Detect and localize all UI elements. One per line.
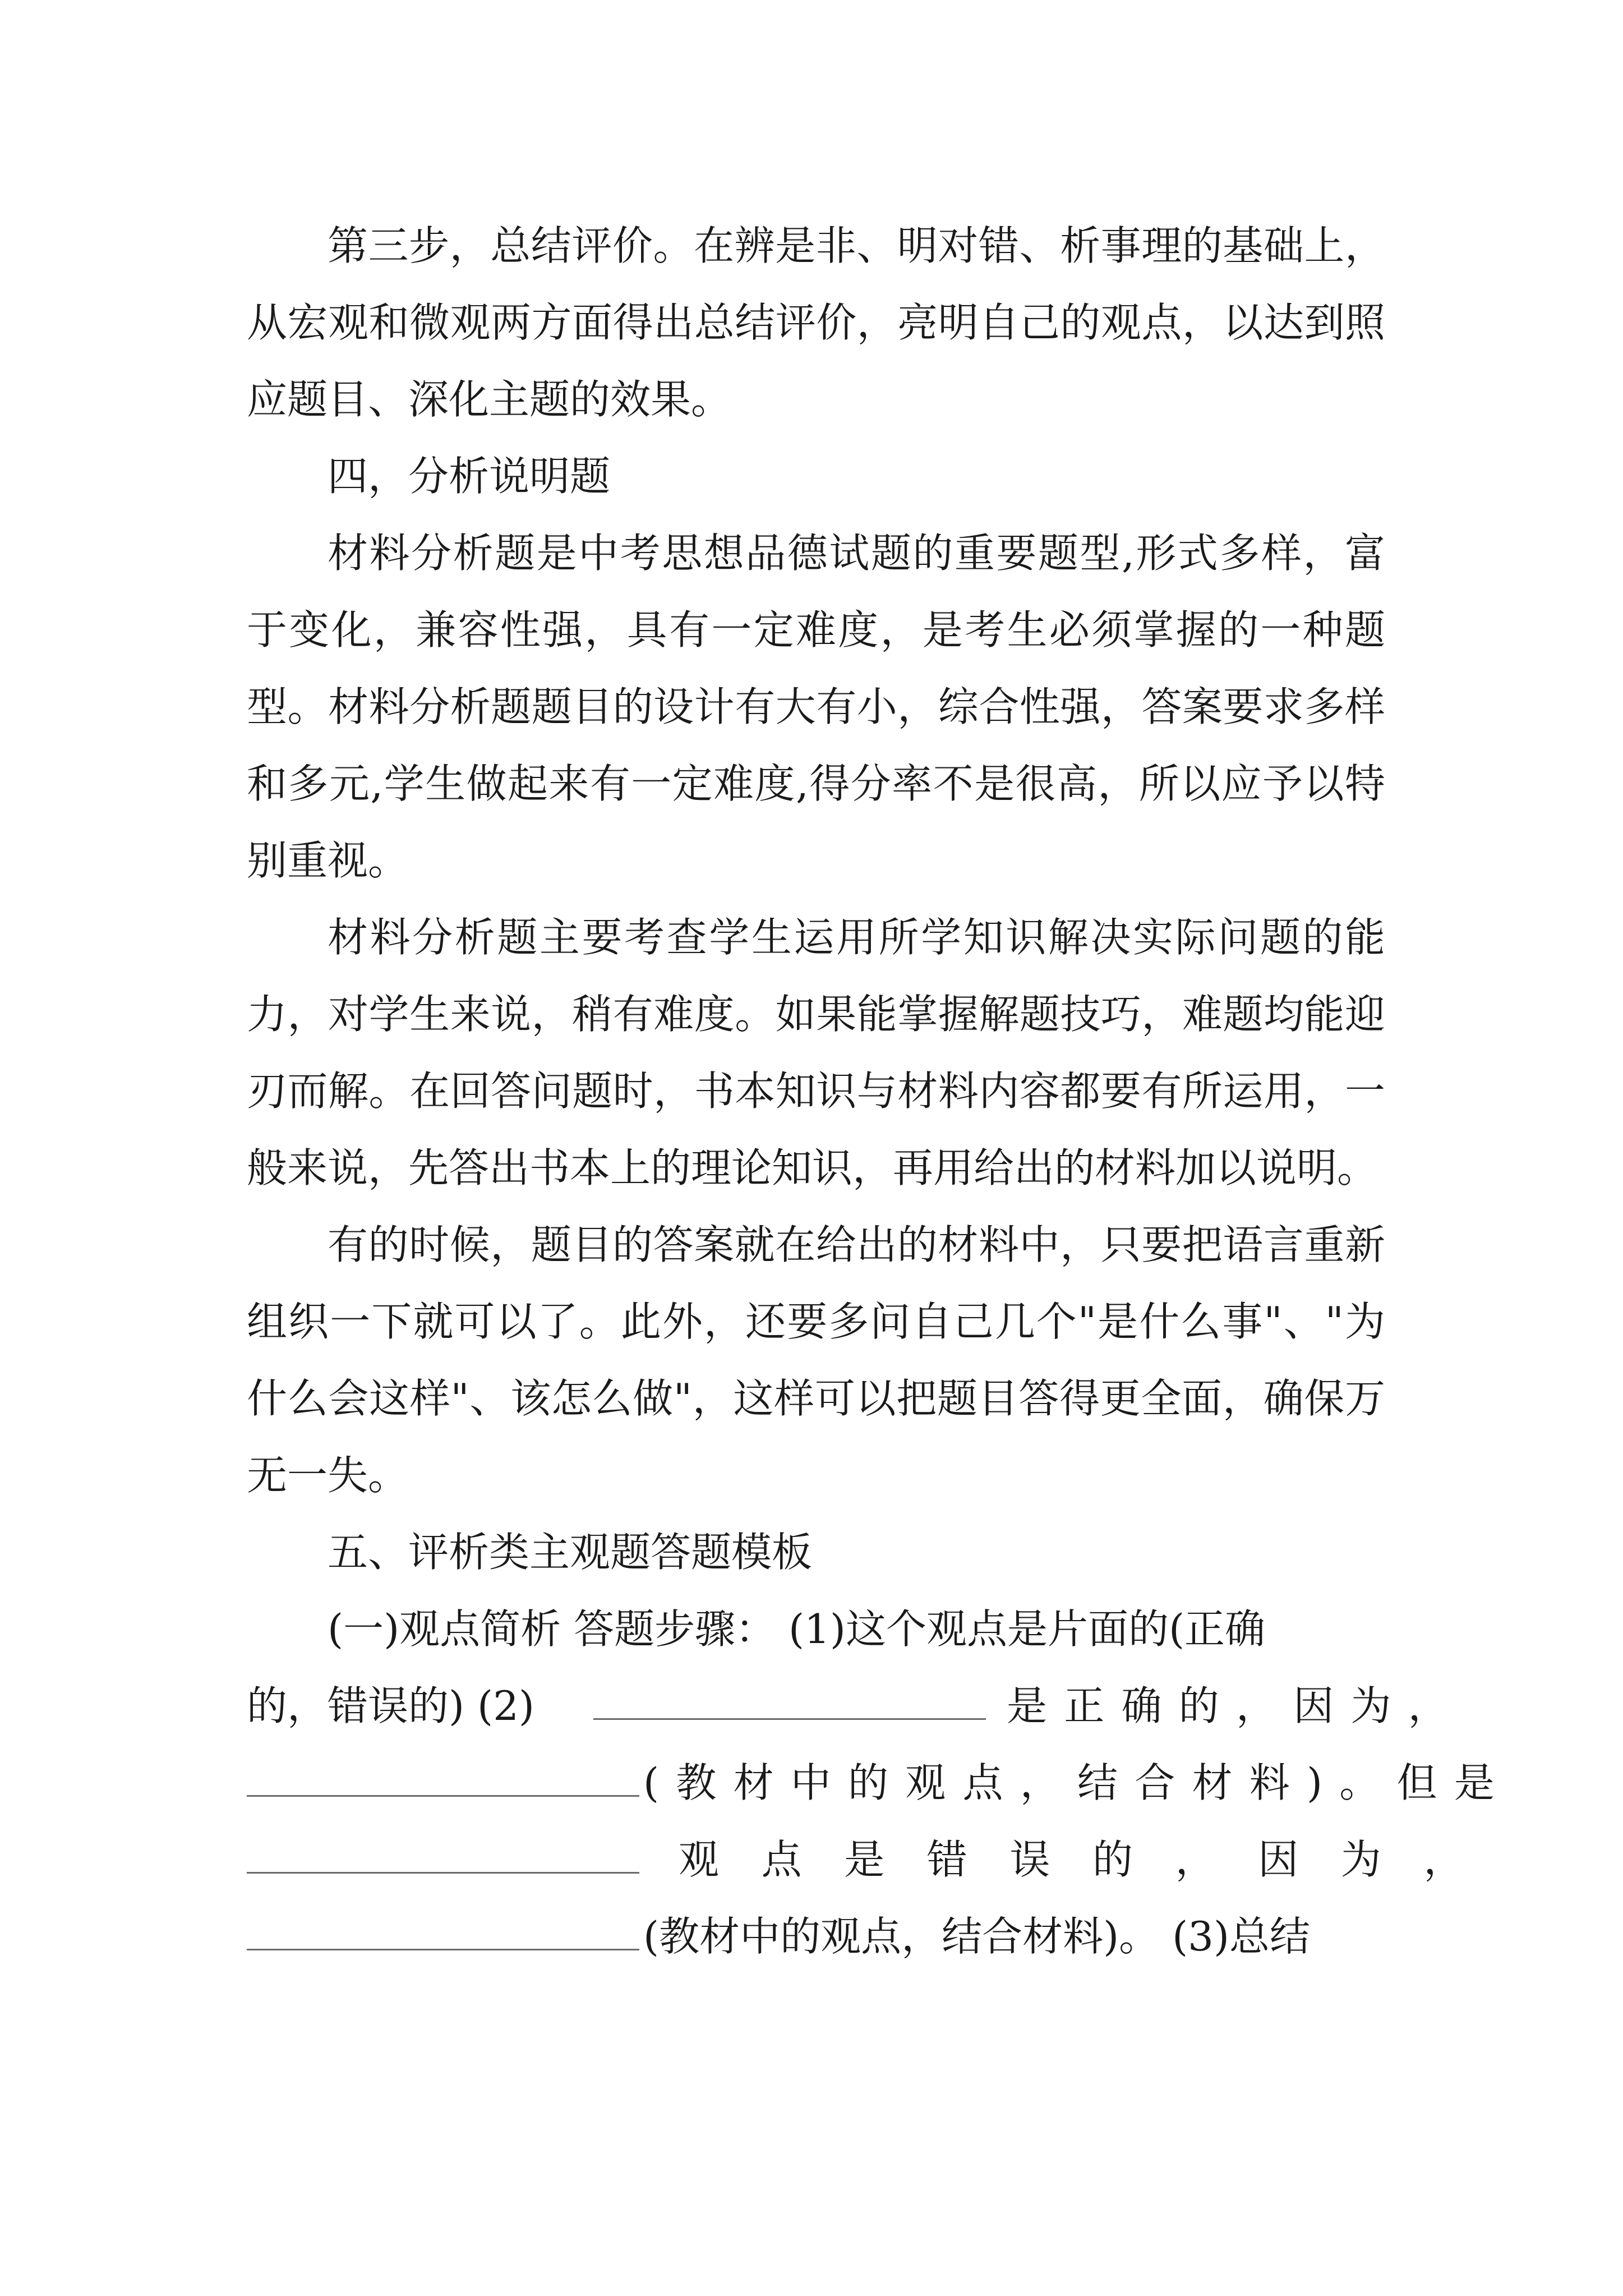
section-heading-5: 五、评析类主观题答题模板 <box>328 1529 813 1576</box>
template-line-2 <box>247 1668 1465 1745</box>
template-line-5-suffix: (教材中的观点，结合材料)。 (3)总结 <box>643 1913 1311 1960</box>
paragraph-material-analysis-intro: 材料分析题是中考思想品德试题的重要题型,形式多样，富于变化，兼容性强，具有一定难度，是考生必须掌握的一种题型。材料分析题题目的设计有大有小，综合性强，答案要求多样和多元,学生做起来有一定难度,得分率不是很高，所以应予以特别重视。 <box>247 530 1385 884</box>
template-line-4 <box>247 1821 1507 1898</box>
section-heading-4: 四，分析说明题 <box>328 453 611 500</box>
answer-blank-4 <box>247 1904 639 1950</box>
paragraph-answer-in-material: 有的时候，题目的答案就在给出的材料中，只要把语言重新组织一下就可以了。此外，还要多问自己几个"是什么事"、"为什么会这样"、该怎么做"，这样可以把题目答得更全面，确保万无一失。 <box>247 1221 1385 1499</box>
paragraph-material-analysis-skills: 材料分析题主要考查学生运用所学知识解决实际问题的能力，对学生来说，稍有难度。如果能掌握解题技巧，难题均能迎刃而解。在回答问题时，书本知识与材料内容都要有所运用，一般来说，先答出书本上的理论知识，再用给出的材料加以说明。 <box>247 914 1385 1191</box>
template-line-5 <box>247 1898 1385 1975</box>
template-line-1: (一)观点简析 答题步骤： (1)这个观点是片面的(正确 <box>328 1605 1266 1653</box>
template-line-3 <box>247 1745 1512 1821</box>
template-line-4-suffix: 观点是错误的，因为， <box>679 1836 1507 1883</box>
template-line-2-suffix: 是正确的，因为， <box>1007 1682 1465 1729</box>
template-line-3-suffix: (教材中的观点，结合材料)。但是 <box>643 1759 1512 1806</box>
document-body <box>247 208 1512 1975</box>
answer-blank-3 <box>247 1827 639 1874</box>
template-line-2-prefix: 的，错误的) (2) <box>247 1682 534 1729</box>
answer-blank-1 <box>593 1673 986 1720</box>
answer-blank-2 <box>247 1750 639 1797</box>
paragraph-summary-step: 第三步，总结评价。在辨是非、明对错、析事理的基础上，从宏观和微观两方面得出总结评价，亮明自己的观点，以达到照应题目、深化主题的效果。 <box>247 222 1385 423</box>
